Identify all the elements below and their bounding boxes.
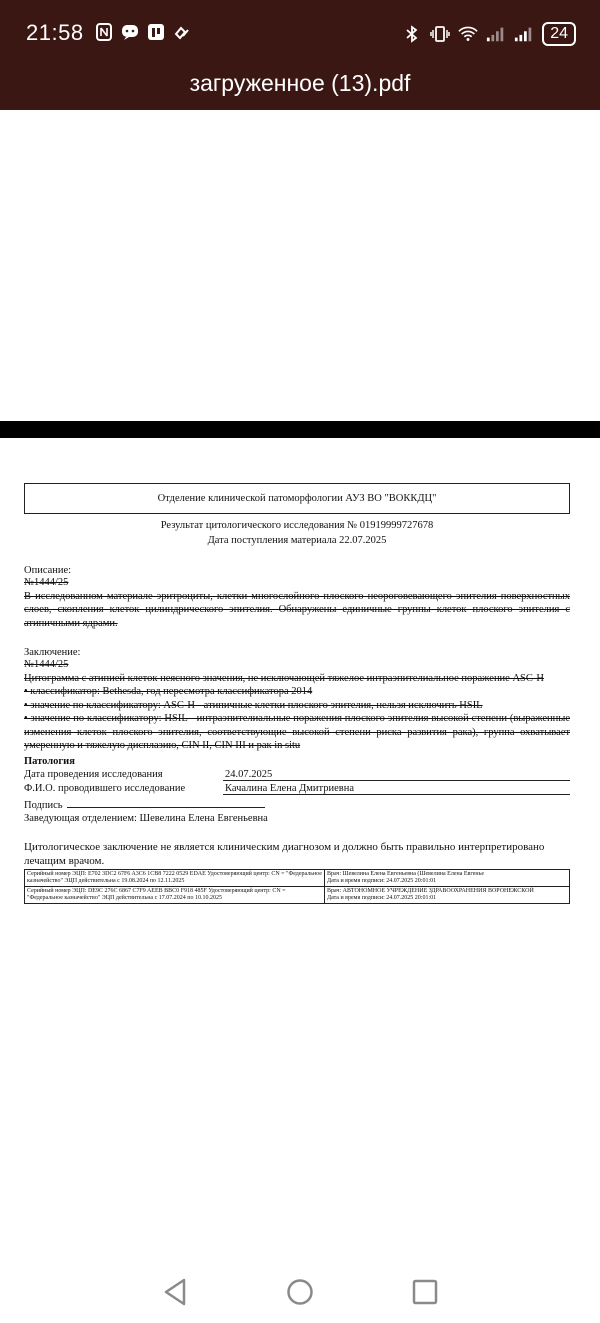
conclusion-label: Заключение: xyxy=(24,647,81,658)
battery-indicator: 24 xyxy=(542,22,576,46)
recents-button[interactable] xyxy=(409,1276,441,1308)
bullet-item: • значение по классификатору: HSIL - интраэпителиальные поражения плоского эпителия высокой степени (выраженные изменения клеток плоского эпителия, соответствующие высокой степени риска развития рака), группа охватывает умеренную и тяжелую дисплазию, CIN II, CIN III и рак in situ xyxy=(24,713,570,751)
conclusion-number: №1444/25 xyxy=(24,659,69,670)
navigation-bar xyxy=(0,1260,600,1323)
examiner-value: Качалина Елена Дмитриевна xyxy=(223,783,570,795)
signed-at: Дата и время подписи: 24.07.2025 20:01:01 xyxy=(327,894,437,901)
signature-label: Подпись xyxy=(24,799,63,811)
cert-cell: Серийный номер ЭЦП: E702 3DC2 67F6 A3C6 1CB8 7222 0529 EDAE Удостоверяющий центр: CN = "Федеральное казначейство" ЭЦП действительна с 19.08.2024 по 12.11.2025 xyxy=(25,869,325,886)
head-of-department: Заведующая отделением: Шевелина Елена Евгеньевна xyxy=(24,812,268,824)
signature-row xyxy=(24,797,570,811)
description-label: Описание: xyxy=(24,565,72,576)
notification-icon xyxy=(146,22,166,42)
exam-date-row xyxy=(24,769,570,781)
table-row xyxy=(25,886,570,903)
status-right-icons xyxy=(402,22,576,46)
department-header: Отделение клинической патоморфологии АУЗ ВО "ВОККДЦ" xyxy=(24,483,570,514)
signer-cell xyxy=(325,886,570,903)
signer-name: Врач: АВТОНОМНОЕ УЧРЕЖДЕНИЕ ЗДРАВООХРАНЕНИЯ ВОРОНЕЖСКОЙ xyxy=(327,887,534,894)
signature-line xyxy=(67,797,265,808)
conclusion-text: Цитограмма с атипией клеток неясного значения, не исключающей тяжелое интраэпителиальное поражение ASC-H xyxy=(24,672,544,684)
recents-icon xyxy=(412,1279,438,1305)
signal-icon-1 xyxy=(486,24,506,44)
signature-table xyxy=(24,869,570,904)
pathology-label: Патология xyxy=(24,755,75,767)
pdf-page xyxy=(24,483,570,904)
document-title: загруженное (13).pdf xyxy=(189,70,411,96)
table-row xyxy=(25,869,570,886)
home-button[interactable] xyxy=(284,1276,316,1308)
back-icon xyxy=(162,1278,188,1306)
bluetooth-icon xyxy=(402,24,422,44)
wifi-icon xyxy=(458,24,478,44)
vibrate-icon xyxy=(430,24,450,44)
signer-name: Врач: Шевелина Елена Евгеньевна (Шевелина Елена Евгенье xyxy=(327,870,485,877)
description-number: №1444/25 xyxy=(24,577,69,588)
examiner-row xyxy=(24,783,570,795)
signed-at: Дата и время подписи: 24.07.2025 20:01:01 xyxy=(327,877,437,884)
description-text: В исследованном материале эритроциты, клетки многослойного плоского неороговевающего эпителия поверхностных слоев, скопления клеток цилиндрического эпителия. Обнаружены единичные группы клеток плоского эпителия с атипичными ядрами. xyxy=(24,590,570,629)
top-bar xyxy=(0,0,600,110)
examiner-label: Ф.И.О. проводившего исследование xyxy=(24,782,186,794)
received-date: Дата поступления материала 22.07.2025 xyxy=(207,535,387,546)
page-separator xyxy=(0,421,600,438)
result-title: Результат цитологического исследования № 01919999727678 xyxy=(160,520,434,531)
signer-cell xyxy=(325,869,570,886)
sync-icon xyxy=(172,22,192,42)
back-button[interactable] xyxy=(159,1276,191,1308)
signal-icon-2 xyxy=(514,24,534,44)
bullet-item: • значение по классификатору: ASC-H - атипичные клетки плоского эпителия, нельзя исключить HSIL xyxy=(24,699,483,711)
status-time: 21:58 xyxy=(26,20,84,45)
home-icon xyxy=(286,1278,314,1306)
bullet-item: • классификатор: Bethesda, год пересмотра классификатора 2014 xyxy=(24,686,313,697)
exam-date-value: 24.07.2025 xyxy=(223,769,570,781)
exam-date-label: Дата проведения исследования xyxy=(24,768,163,780)
nfc-icon xyxy=(94,22,114,42)
disclaimer: Цитологическое заключение не является клиническим диагнозом и должно быть правильно интерпретировано лечащим врачом. xyxy=(24,840,545,867)
status-left-icons xyxy=(94,22,192,42)
cert-cell: Серийный номер ЭЦП: DE9C 276C 6867 C7F9 AEEB BBC0 F918 485F Удостоверяющий центр: CN = "Федеральное казначейство" ЭЦП действительна с 17.07.2024 по 10.10.2025 xyxy=(25,886,325,903)
chat-icon xyxy=(120,22,140,42)
